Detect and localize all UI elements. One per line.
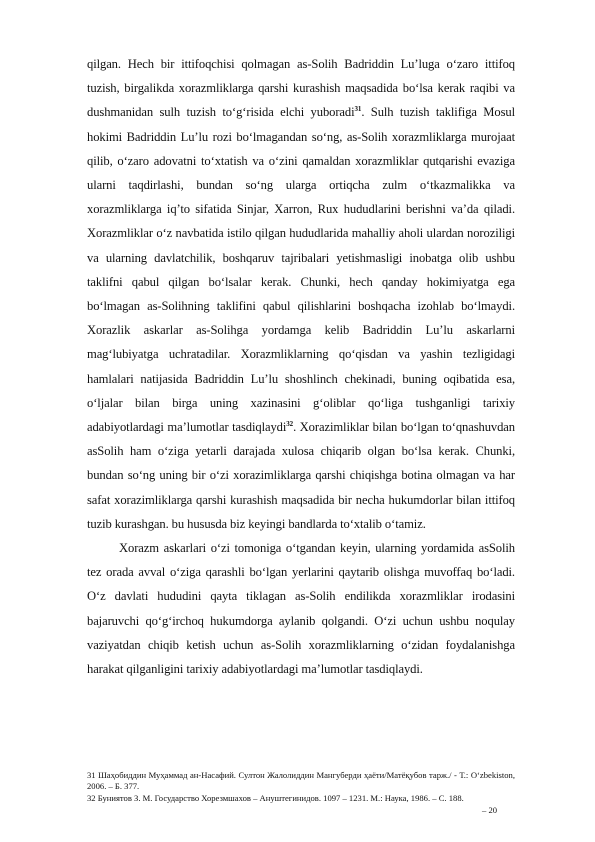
text-run: Xorazm askarlari o‘zi tomoniga o‘tgandan keyin, ularning yordamida asSolih tez orada avval o‘ziga qarashli bo‘lgan yerlarini qaytarib olishga muvoffaq bo‘ladi. O‘z davlati hududini qayta tiklagan as-Solih endilikda xorazmliklar irodasini bajaruvchi qo‘g‘irchoq hukumdorga aylanib qolgandi. O‘zi uchun ushbu noqulay vaziyatdan chiqib ketish uchun as-Solih xorazmliklarning o‘zidan foydalanishga harakat qilganligini tarixiy adabiyotlardagi ma’lumotlar tasdiqlaydi. [87, 541, 515, 677]
paragraph-1 [87, 52, 515, 536]
text-run: . Sulh tuzish taklifiga Mosul hokimi Badriddin Lu’lu rozi bo‘lmagandan so‘ng, as-Solih xorazmliklarga murojaat qilib, o‘zaro adovatni to‘xtatish va o‘zini qamaldan xorazmliklar qutqarishi evaziga ularni taqdirlashi, bundan so‘ng ularga ortiqcha zulm o‘tkazmalikka va xorazmliklarga iq’to sifatida Sinjar, Xarron, Rux hududlarini berishni va’da qiladi. Xorazmliklar o‘z navbatida istilo qilgan hududlarida mahalliy aholi ulardan noroziligi va ularning davlatchilik, boshqaruv tajribalari yetishmasligi inobatga olib ushbu taklifni qabul qilgan bo‘lsalar kerak. Chunki, hech qanday hokimiyatga ega bo‘lmagan as-Solihning taklifini qabul qilishlarini boshqacha izohlab bo‘lmaydi. Xorazlik askarlar as-Solihga yordamga kelib Badriddin Lu’lu askarlarni mag‘lubiyatga uchratadilar. Xorazmliklarning qo‘qisdan va yashin tezligidagi hamlalari natijasida Badriddin Lu’lu shoshlinch chekinadi, buning oqibatida esa, o‘ljalar bilan birga uning xazinasini g‘oliblar qo‘liga tushganligi tarixiy adabiyotlardagi ma’lumotlar tasdiqlaydi [87, 105, 515, 435]
page-number: – 20 [482, 805, 498, 815]
text-run: qilgan. Hech bir ittifoqchisi qolmagan as-Solih Badriddin Lu’luga o‘zaro ittifoq tuzish, birgalikda xorazmliklarga qarshi kurashish maqsadida bo‘lsa kerak raqibi va dushmanidan sulh tuzish to‘g‘risida elchi yuboradi [87, 57, 515, 120]
paragraph-2 [87, 536, 515, 681]
footnotes [87, 770, 515, 804]
footnote-32: 32 Буниятов З. М. Государство Хорезмшахов – Ануштегинидов. 1097 – 1231. М.: Наука, 1986. – С. 188. [87, 792, 464, 803]
body-text [87, 52, 515, 681]
text-run: . Xorazimliklar bilan bo‘lgan to‘qnashuvdan asSolih ham o‘ziga yetarli darajada xulosa chiqarib olgan bo‘lsa kerak. Chunki, bundan so‘ng uning bir o‘zi xorazimliklarga qarshi chiqishga botina olmagan va har safat xorazimliklarga qarshi kurashish maqsadida bir necha hukumdorlar bilan ittifoq tuzib kurashgan. bu hususda biz keyingi bandlarda to‘xtalib o‘tamiz. [87, 420, 515, 531]
footnote-31: 31 Шаҳобиддин Муҳаммад ан-Насафий. Султон Жалолиддин Мангуберди ҳаёти/Матёқубов тарж./ - Т.: O‘zbekiston, 2006. – Б. 377. [87, 770, 515, 792]
footnote-ref-31[interactable]: 31 [354, 105, 362, 114]
page-body [87, 52, 515, 681]
footnote-ref-32[interactable]: 32 [286, 419, 294, 428]
